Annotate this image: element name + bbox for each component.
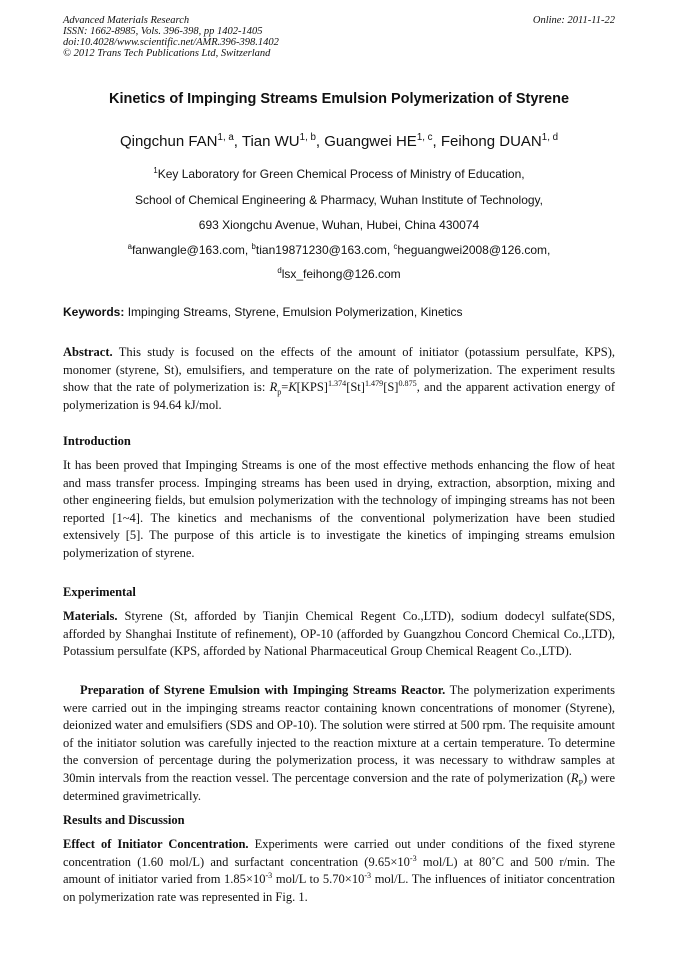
paper-title: Kinetics of Impinging Streams Emulsion Polymerization of Styrene <box>108 91 570 107</box>
rate-equation: $R_p=K[KPS]^{1.374}[St]^{1.479}[S]^{0.875}$ <box>269 379 417 397</box>
author-name: Tian WU <box>241 133 300 150</box>
author-name: Guangwei HE <box>324 133 417 150</box>
section-heading-results: Results and Discussion <box>63 813 185 827</box>
preparation-label: Preparation of Styrene Emulsion with Impinging Streams Reactor. <box>80 683 446 697</box>
email-d: lsx_feihong@126.com <box>281 267 401 281</box>
email-b: tian19871230@163.com <box>255 243 387 257</box>
section-heading-experimental: Experimental <box>63 585 136 599</box>
issn-line: ISSN: 1662-8985, Vols. 396-398, pp 1402-1405 <box>63 26 263 37</box>
keywords-label: Keywords: <box>63 305 125 319</box>
doi-line: doi:10.4028/www.scientific.net/AMR.396-398.1402 <box>63 37 279 48</box>
initiator-effect-label: Effect of Initiator Concentration. <box>63 837 249 851</box>
journal-name: Advanced Materials Research <box>63 15 190 26</box>
journal-header <box>63 15 279 59</box>
keywords <box>63 305 615 319</box>
affiliation-line-1: $^1$Key Laboratory for Green Chemical Process of Ministry of Education, <box>153 166 525 181</box>
abstract-label: Abstract. <box>63 345 113 359</box>
affiliation-line-2: School of Chemical Engineering & Pharmacy, Wuhan Institute of Technology, <box>134 193 543 207</box>
preparation-paragraph: Preparation of Styrene Emulsion with Impinging Streams Reactor. The polymerization experiments were carried out in the impinging streams reactor containing known concentrations of monomer (Styrene), deionized water and emulsifiers (SDS and OP-10). The solution were stirred at 500 rpm. The requisite amount of the initiator solution was carefully injected to the reaction mixture at a certain temperature. To determine the conversion of percentage during the polymerization process, it was necessary to withdraw samples at 30min intervals from the reaction vessel. The percentage conversion and the rate of polymerization $(R_P)$ were determined gravimetrically. <box>63 683 615 803</box>
email-line-2: $^d$lsx_feihong@126.com <box>277 266 401 281</box>
abstract: Abstract. This study is focused on the effects of the amount of initiator (potassium persulfate, KPS), monomer (styrene, St), emulsifiers, and temperature on the rate of polymerization. The experiment results show that the rate of polymerization is: $R_p=K[KPS]^{1.374}[St]^{1.479}[S]^{0.875}$, and the apparent activation energy of polymerization is 94.64 kJ/mol. <box>63 345 615 412</box>
introduction-text: It has been proved that Impinging Streams is one of the most effective methods enhancing the flow of heat and mass transfer process. Impinging streams has been used in drying, extraction, absorption, mixing and other engineering fields, but emulsion polymerization with the technology of impinging streams has not been reported [1~4]. The kinetics and mechanisms of the conventional polymerization have been studied extensively [5]. The purpose of this article is to investigate the kinetics of impinging streams emulsion polymerization of styrene. <box>63 458 615 560</box>
online-date: Online: 2011-11-22 <box>532 15 615 26</box>
author-sup: 1, d <box>541 132 559 143</box>
section-heading-introduction: Introduction <box>63 434 131 448</box>
email-a: fanwangle@163.com <box>131 243 245 257</box>
keywords-text: Impinging Streams, Styrene, Emulsion Polymerization, Kinetics <box>127 305 463 319</box>
author-name: Qingchun FAN <box>119 133 218 150</box>
author-sup: 1, b <box>299 132 316 143</box>
affiliation-line-3: 693 Xiongchu Avenue, Wuhan, Hubei, China 430074 <box>198 218 480 232</box>
copyright-line: © 2012 Trans Tech Publications Ltd, Switzerland <box>63 48 271 59</box>
author-list: Qingchun FAN$^{1, a}$, Tian WU$^{1, b}$, Guangwei HE$^{1, c}$, Feihong DUAN$^{1, d}$ <box>119 132 559 150</box>
author-name: Feihong DUAN <box>440 133 542 150</box>
email-line-1: $^a$fanwangle@163.com, $^b$tian19871230@163.com, $^c$heguangwei2008@126.com, <box>127 242 551 257</box>
materials-label: Materials. <box>63 609 118 623</box>
email-c: heguangwei2008@126.com <box>397 243 548 257</box>
author-sup: 1, c <box>416 132 433 143</box>
initiator-effect-paragraph: Effect of Initiator Concentration. Experiments were carried out under conditions of the fixed styrene concentration (1.60 mol/L) and surfactant concentration ($9.65\times 10^{-3}$ mol/L) at 80˚C and 500 r/min. The amount of initiator varied from $1.85\times 10^{-3}$ mol/L to $5.70\times 10^{-3}$ mol/L. The influences of initiator concentration on polymerization rate was represented in Fig. 1. <box>63 837 616 904</box>
materials-paragraph: Materials. Styrene (St, afforded by Tianjin Chemical Regent Co.,LTD), sodium dodecyl sulfate(SDS, afforded by Shanghai Institute of refinement), OP-10 (afforded by Guangzhou Concord Chemical Co.,LTD), Potassium persulfate (KPS, afforded by National Pharmaceutical Group Chemical Reagent Co.,LTD). <box>63 609 615 659</box>
author-sup: 1, a <box>217 132 234 143</box>
